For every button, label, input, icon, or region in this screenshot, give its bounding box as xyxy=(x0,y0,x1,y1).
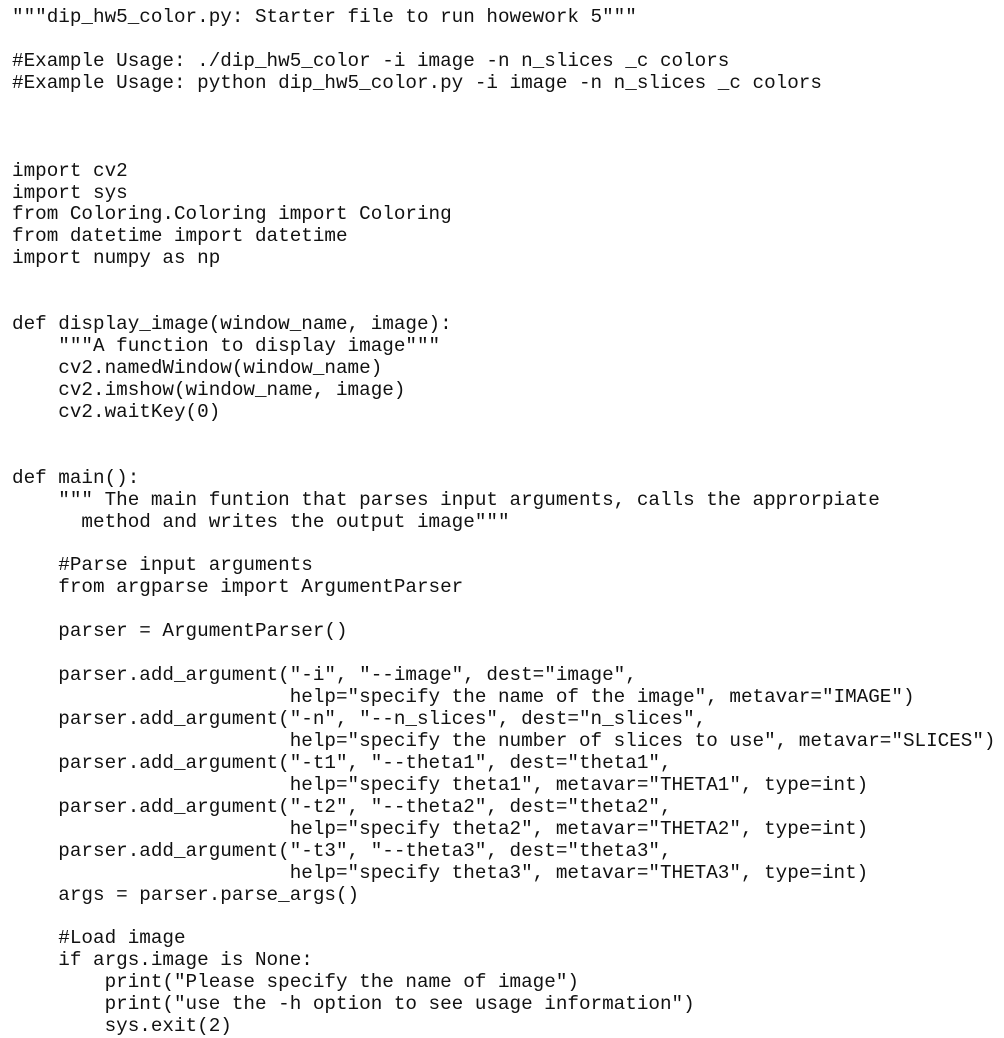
code-line: import cv2 xyxy=(12,159,128,182)
code-line: import sys xyxy=(12,181,128,204)
code-line xyxy=(12,95,996,117)
code-line: """ The main funtion that parses input arguments, calls the approrpiate xyxy=(12,488,880,511)
code-line: #Parse input arguments xyxy=(12,554,313,577)
code-line xyxy=(12,292,996,314)
code-line: parser.add_argument("-t2", "--theta2", dest="theta2", xyxy=(12,795,672,818)
code-line: help="specify theta2", metavar="THETA2", type=int) xyxy=(12,817,869,840)
code-line: help="specify theta3", metavar="THETA3", type=int) xyxy=(12,861,869,884)
code-line: import numpy as np xyxy=(12,247,221,270)
code-line xyxy=(12,599,996,621)
code-line: #Load image xyxy=(12,927,186,950)
code-line: help="specify the number of slices to use", metavar="SLICES") xyxy=(12,729,996,752)
code-line xyxy=(12,446,996,468)
code-line: sys.exit(2) xyxy=(12,1015,232,1038)
code-line xyxy=(12,29,996,51)
code-line: from argparse import ArgumentParser xyxy=(12,576,464,599)
code-line xyxy=(12,270,996,292)
code-line: """A function to display image""" xyxy=(12,335,441,358)
code-line: parser = ArgumentParser() xyxy=(12,620,348,643)
code-line: from Coloring.Coloring import Coloring xyxy=(12,203,452,226)
code-line: from datetime import datetime xyxy=(12,225,348,248)
code-line xyxy=(12,906,996,928)
code-line: def display_image(window_name, image): xyxy=(12,313,452,336)
code-line: if args.image is None: xyxy=(12,949,313,972)
code-line: print("use the -h option to see usage information") xyxy=(12,993,695,1016)
code-line: cv2.imshow(window_name, image) xyxy=(12,378,406,401)
code-line: args = parser.parse_args() xyxy=(12,883,360,906)
code-line: help="specify theta1", metavar="THETA1", type=int) xyxy=(12,773,869,796)
code-line: help="specify the name of the image", metavar="IMAGE") xyxy=(12,686,915,709)
code-line: def main(): xyxy=(12,466,140,489)
code-line xyxy=(12,117,996,139)
code-line: parser.add_argument("-t1", "--theta1", dest="theta1", xyxy=(12,751,672,774)
code-line: parser.add_argument("-t3", "--theta3", dest="theta3", xyxy=(12,839,672,862)
code-line: parser.add_argument("-n", "--n_slices", dest="n_slices", xyxy=(12,708,707,730)
code-line: #Example Usage: ./dip_hw5_color -i image -n n_slices _c colors xyxy=(12,49,730,72)
code-line: method and writes the output image""" xyxy=(12,510,510,533)
code-line: cv2.waitKey(0) xyxy=(12,400,221,423)
code-listing xyxy=(12,7,996,1038)
code-line: print("Please specify the name of image") xyxy=(12,971,579,994)
code-line xyxy=(12,424,996,446)
code-line xyxy=(12,643,996,665)
code-line xyxy=(12,534,996,556)
code-line: """dip_hw5_color.py: Starter file to run howework 5""" xyxy=(12,6,637,28)
code-line: cv2.namedWindow(window_name) xyxy=(12,357,383,379)
code-line: #Example Usage: python dip_hw5_color.py -i image -n n_slices _c colors xyxy=(12,71,822,94)
code-line: parser.add_argument("-i", "--image", dest="image", xyxy=(12,664,637,687)
code-line xyxy=(12,139,996,161)
